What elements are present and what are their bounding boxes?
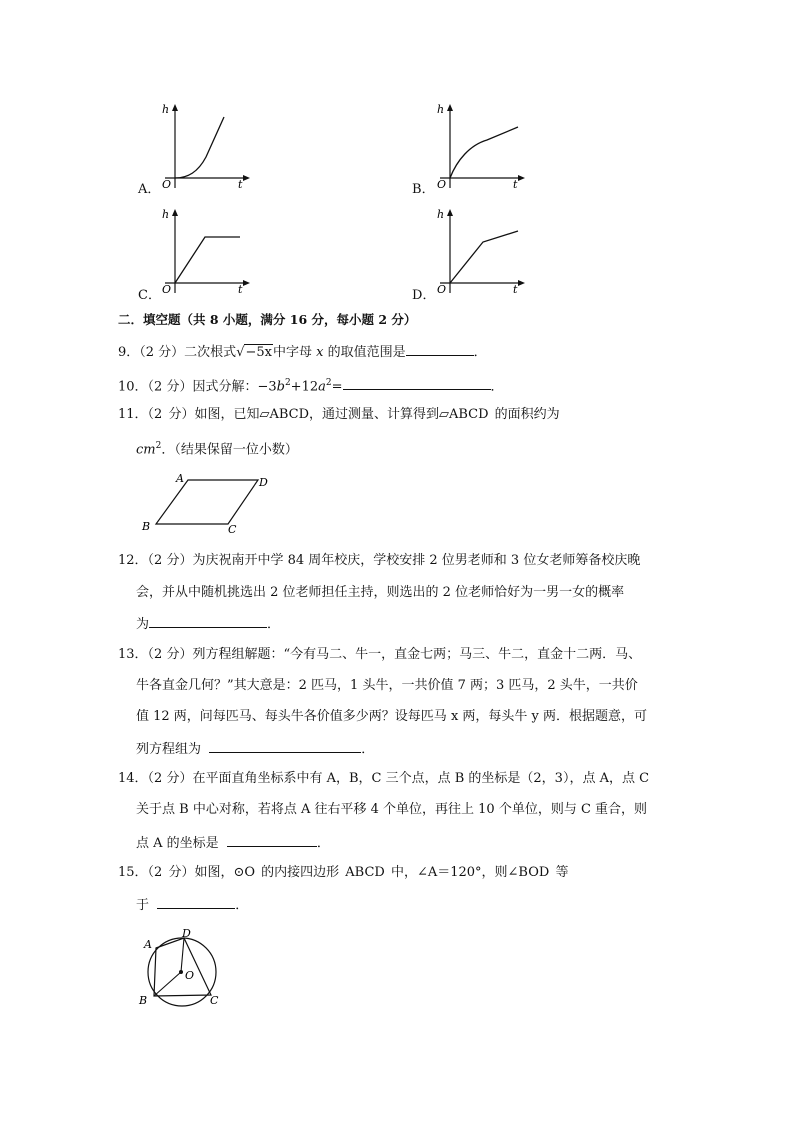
q12-end: ． xyxy=(267,617,281,632)
q9-radicand: −5x xyxy=(245,345,272,360)
q10-eq: = xyxy=(331,379,343,395)
question-13-line-2: 牛各直金几何？”其大意是：2 匹马，1 头牛，一共价值 7 两；3 匹马，2 头牛，一共价 xyxy=(136,678,638,693)
vertex-a-label: A xyxy=(144,938,152,951)
vertex-d-label: D xyxy=(182,927,191,940)
q11-note: ．（结果保留一位小数） xyxy=(161,442,298,458)
y-axis-arrow xyxy=(172,104,178,111)
q14-answer-blank[interactable] xyxy=(227,834,317,847)
curve-b xyxy=(450,127,518,178)
question-10 xyxy=(118,375,504,395)
q13-line4-prefix: 列方程组为 xyxy=(136,742,202,757)
q13-end: ． xyxy=(361,742,375,757)
q10-a: a xyxy=(318,379,326,395)
h-label: h xyxy=(437,103,445,116)
origin-label: O xyxy=(437,178,447,191)
vertex-a-label: A xyxy=(176,472,184,485)
question-13-line-3: 值 12 两，问每匹马、每头牛各价值多少两？设每匹马 x 两，每头牛 y 两．根据题意，可 xyxy=(136,709,648,724)
h-label: h xyxy=(437,208,445,221)
parallelogram-figure xyxy=(138,466,278,536)
option-c-label: C． xyxy=(138,288,161,303)
h-label: h xyxy=(162,208,170,221)
q14-end: ． xyxy=(316,836,330,851)
q10-exp1: 2 xyxy=(284,378,291,388)
q15-answer-blank[interactable] xyxy=(157,896,235,909)
x-axis-arrow xyxy=(518,175,525,181)
option-a-graph xyxy=(150,100,255,195)
q14-line3-prefix: 点 A 的坐标是 xyxy=(136,836,219,851)
q12-line3-prefix: 为 xyxy=(136,617,150,632)
section-title: 二．填空题（共 8 小题，满分 16 分，每小题 2 分） xyxy=(118,312,417,327)
question-15-line-1: 15．（2 分）如图，⊙O 的内接四边形 ABCD 中，∠A＝120°，则∠BOD 等 xyxy=(118,865,569,880)
curve-c xyxy=(175,237,240,283)
vertex-c-label: C xyxy=(228,523,237,536)
question-14-line-3 xyxy=(136,834,330,852)
center-o-point xyxy=(179,970,183,974)
curve-d xyxy=(450,231,518,283)
q10-prefix: 10．（2 分）因式分解：−3 xyxy=(118,379,277,395)
q9-answer-blank[interactable] xyxy=(406,343,474,356)
t-label: t xyxy=(513,178,518,191)
vertex-b-label: B xyxy=(139,994,148,1007)
question-12-line-1: 12．（2 分）为庆祝南开中学 84 周年校庆，学校安排 2 位男老师和 3 位女老师筹备校庆晚 xyxy=(118,553,641,568)
sqrt-symbol: √ xyxy=(236,345,245,360)
circle-quadrilateral-figure xyxy=(136,924,236,1014)
question-9 xyxy=(118,343,487,361)
y-axis-arrow xyxy=(447,209,453,216)
question-12-line-3 xyxy=(136,615,280,633)
x-axis-arrow xyxy=(243,175,250,181)
q13-answer-blank[interactable] xyxy=(209,740,361,753)
q9-prefix: 9．（2 分）二次根式 xyxy=(118,345,237,360)
option-b-graph xyxy=(425,100,530,195)
t-label: t xyxy=(238,283,243,296)
vertex-b-label: B xyxy=(142,520,151,533)
q10-b: b xyxy=(276,379,285,395)
option-b-label: B． xyxy=(412,182,435,197)
origin-label: O xyxy=(162,283,172,296)
question-14-line-2: 关于点 B 中心对称，若将点 A 往右平移 4 个单位，再往上 10 个单位，则与 C 重合，则 xyxy=(136,802,648,817)
q9-suffix: 的取值范围是 xyxy=(323,345,406,360)
t-label: t xyxy=(513,283,518,296)
question-14-line-1: 14．（2 分）在平面直角坐标系中有 A，B，C 三个点，点 B 的坐标是（2，3），点 A，点 C xyxy=(118,771,650,786)
x-axis-arrow xyxy=(518,280,525,286)
vertex-c-label: C xyxy=(210,994,219,1007)
q15-line2-prefix: 于 xyxy=(136,898,150,913)
quadrilateral-abcd xyxy=(154,938,211,996)
question-12-line-2: 会，并从中随机挑选出 2 位老师担任主持，则选出的 2 位老师恰好为一男一女的概率 xyxy=(136,585,625,600)
q10-plus: +12 xyxy=(290,379,319,395)
segment-do xyxy=(181,938,184,972)
q15-end: ． xyxy=(235,898,249,913)
center-o-label: O xyxy=(185,969,195,982)
origin-label: O xyxy=(437,283,447,296)
question-11-line-1: 11．（2 分）如图，已知▱ABCD，通过测量、计算得到▱ABCD 的面积约为 xyxy=(118,407,560,422)
t-label: t xyxy=(238,178,243,191)
parallelogram-abcd xyxy=(156,480,258,524)
q9-var: x xyxy=(316,345,324,360)
option-d-label: D． xyxy=(412,288,436,303)
y-axis-arrow xyxy=(447,104,453,111)
q10-exp2: 2 xyxy=(325,378,332,388)
question-13-line-4 xyxy=(136,740,374,758)
option-d-graph xyxy=(425,205,530,300)
q9-end: ． xyxy=(473,345,487,360)
question-13-line-1: 13．（2 分）列方程组解题：“今有马二、牛一，直金七两；马三、牛二，直金十二两．马、 xyxy=(118,647,642,662)
segment-bo xyxy=(154,972,181,996)
vertex-d-label: D xyxy=(259,476,268,489)
q9-middle: 中字母 xyxy=(272,345,317,360)
h-label: h xyxy=(162,103,170,116)
question-11-line-2 xyxy=(136,438,298,458)
y-axis-arrow xyxy=(172,209,178,216)
origin-label: O xyxy=(162,178,172,191)
option-c-graph xyxy=(150,205,255,300)
q10-answer-blank[interactable] xyxy=(343,377,491,390)
curve-a xyxy=(175,117,224,178)
x-axis-arrow xyxy=(243,280,250,286)
q11-unit: cm xyxy=(136,442,156,458)
question-15-line-2 xyxy=(136,896,248,914)
q11-unit-exp: 2 xyxy=(155,441,162,451)
option-a-label: A． xyxy=(138,182,161,197)
q12-answer-blank[interactable] xyxy=(149,615,267,628)
q10-end: ． xyxy=(490,379,504,395)
